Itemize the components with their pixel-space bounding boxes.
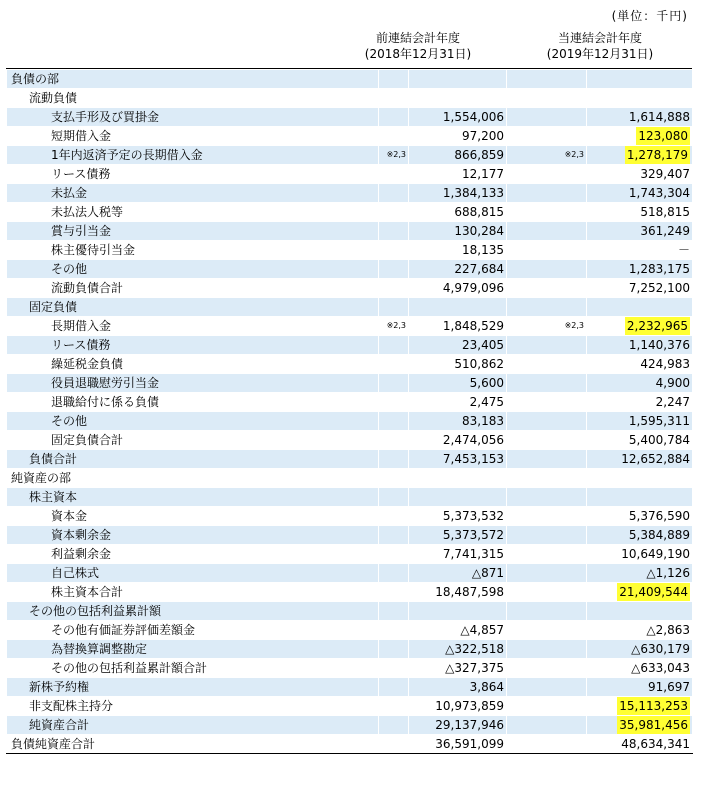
row-label: その他 xyxy=(7,412,379,431)
highlight-marker: 15,113,253 xyxy=(619,699,688,713)
table-row xyxy=(7,146,693,165)
row-label: 長期借入金 xyxy=(7,317,379,336)
value-prev-year: 3,864 xyxy=(409,678,507,697)
note-ref-curr xyxy=(507,469,587,488)
row-label: 流動負債合計 xyxy=(7,279,379,298)
value-curr-year-highlighted xyxy=(587,583,693,602)
row-label: 新株予約権 xyxy=(7,678,379,697)
note-ref-prev xyxy=(379,564,409,583)
value-prev-year: 18,487,598 xyxy=(409,583,507,602)
note-ref-prev xyxy=(379,621,409,640)
table-row xyxy=(7,260,693,279)
note-ref-prev xyxy=(379,545,409,564)
row-label: 流動負債 xyxy=(7,89,379,108)
row-label: 純資産の部 xyxy=(7,469,379,488)
value-prev-year xyxy=(409,488,507,507)
table-row xyxy=(7,127,693,146)
value-curr-year: 10,649,190 xyxy=(587,545,693,564)
value-curr-year: 518,815 xyxy=(587,203,693,222)
value-prev-year: 5,600 xyxy=(409,374,507,393)
table-row xyxy=(7,165,693,184)
note-ref-prev xyxy=(379,184,409,203)
note-ref-curr xyxy=(507,184,587,203)
note-ref-curr xyxy=(507,640,587,659)
subtotal-row xyxy=(7,659,693,678)
value-curr-year xyxy=(587,602,693,621)
note-ref-prev xyxy=(379,716,409,735)
note-ref-prev xyxy=(379,488,409,507)
value-curr-year: 1,743,304 xyxy=(587,184,693,203)
table-row xyxy=(7,507,693,526)
value-curr-year: 1,140,376 xyxy=(587,336,693,355)
row-label: その他有価証券評価差額金 xyxy=(7,621,379,640)
note-ref-prev xyxy=(379,89,409,108)
value-prev-year: 29,137,946 xyxy=(409,716,507,735)
row-label: 固定負債 xyxy=(7,298,379,317)
value-curr-year: 5,376,590 xyxy=(587,507,693,526)
row-label: 賞与引当金 xyxy=(7,222,379,241)
value-curr-year: 424,983 xyxy=(587,355,693,374)
grand-total-row xyxy=(7,735,693,754)
value-curr-year: 329,407 xyxy=(587,165,693,184)
table-row xyxy=(7,336,693,355)
value-prev-year: 83,183 xyxy=(409,412,507,431)
note-ref-prev xyxy=(379,469,409,488)
value-prev-year: 97,200 xyxy=(409,127,507,146)
value-prev-year: 510,862 xyxy=(409,355,507,374)
subtotal-row xyxy=(7,431,693,450)
column-header-curr-title: 当連結会計年度 xyxy=(557,31,642,45)
note-ref-prev xyxy=(379,222,409,241)
table-row xyxy=(7,355,693,374)
note-ref-curr xyxy=(507,70,587,89)
value-curr-year: 1,283,175 xyxy=(587,260,693,279)
note-ref-curr xyxy=(507,488,587,507)
row-label: 退職給付に係る負債 xyxy=(7,393,379,412)
note-ref-curr xyxy=(507,678,587,697)
row-label: 1年内返済予定の長期借入金 xyxy=(7,146,379,165)
note-ref-curr xyxy=(507,127,587,146)
row-label: 為替換算調整勘定 xyxy=(7,640,379,659)
value-prev-year: 5,373,572 xyxy=(409,526,507,545)
value-prev-year: 7,741,315 xyxy=(409,545,507,564)
value-prev-year: 7,453,153 xyxy=(409,450,507,469)
row-label: 非支配株主持分 xyxy=(7,697,379,716)
value-curr-year: △633,043 xyxy=(587,659,693,678)
table-row xyxy=(7,412,693,431)
value-curr-year xyxy=(587,488,693,507)
note-ref-prev xyxy=(379,697,409,716)
section-row xyxy=(7,70,693,89)
table-row xyxy=(7,678,693,697)
section-row xyxy=(7,488,693,507)
note-ref-curr xyxy=(507,241,587,260)
note-ref-curr: ※2,3 xyxy=(507,146,587,165)
note-ref-curr xyxy=(507,108,587,127)
column-header-curr-year xyxy=(540,30,660,66)
value-curr-year-highlighted xyxy=(587,127,693,146)
section-row xyxy=(7,602,693,621)
value-curr-year: 12,652,884 xyxy=(587,450,693,469)
table-row xyxy=(7,184,693,203)
table-row xyxy=(7,108,693,127)
table-row xyxy=(7,621,693,640)
note-ref-prev xyxy=(379,165,409,184)
value-curr-year xyxy=(587,298,693,317)
note-ref-prev xyxy=(379,602,409,621)
value-prev-year: 688,815 xyxy=(409,203,507,222)
row-label: 繰延税金負債 xyxy=(7,355,379,374)
note-ref-prev xyxy=(379,260,409,279)
note-ref-prev xyxy=(379,108,409,127)
value-prev-year: 36,591,099 xyxy=(409,735,507,754)
note-ref-prev xyxy=(379,640,409,659)
note-ref-prev xyxy=(379,279,409,298)
value-curr-year: 1,595,311 xyxy=(587,412,693,431)
note-ref-curr xyxy=(507,450,587,469)
note-ref-curr xyxy=(507,545,587,564)
column-header-prev-title: 前連結会計年度 xyxy=(375,31,460,45)
value-prev-year: △4,857 xyxy=(409,621,507,640)
value-curr-year: △1,126 xyxy=(587,564,693,583)
note-ref-prev xyxy=(379,659,409,678)
row-label: 株主優待引当金 xyxy=(7,241,379,260)
row-label: その他 xyxy=(7,260,379,279)
value-curr-year: 5,384,889 xyxy=(587,526,693,545)
value-prev-year: 2,475 xyxy=(409,393,507,412)
value-prev-year xyxy=(409,89,507,108)
column-header-prev-date: (2018年12月31日) xyxy=(364,47,472,61)
unit-label: (単位：千円) xyxy=(611,9,688,23)
highlight-marker: 123,080 xyxy=(638,129,688,143)
value-curr-year: △2,863 xyxy=(587,621,693,640)
column-header-prev-year xyxy=(358,30,478,66)
value-prev-year: 10,973,859 xyxy=(409,697,507,716)
row-label: その他の包括利益累計額 xyxy=(7,602,379,621)
note-ref-curr xyxy=(507,583,587,602)
row-label: 純資産合計 xyxy=(7,716,379,735)
table-row xyxy=(7,317,693,336)
note-ref-curr: ※2,3 xyxy=(507,317,587,336)
note-ref-prev xyxy=(379,507,409,526)
value-curr-year: 2,247 xyxy=(587,393,693,412)
row-label: 自己株式 xyxy=(7,564,379,583)
value-curr-year-highlighted xyxy=(587,716,693,735)
value-prev-year xyxy=(409,298,507,317)
table-row xyxy=(7,697,693,716)
table-row xyxy=(7,241,693,260)
note-ref-prev xyxy=(379,203,409,222)
section-row xyxy=(7,298,693,317)
note-ref-prev xyxy=(379,526,409,545)
section-row xyxy=(7,469,693,488)
subtotal-row xyxy=(7,716,693,735)
note-ref-prev: ※2,3 xyxy=(379,317,409,336)
note-ref-curr xyxy=(507,89,587,108)
note-ref-curr xyxy=(507,279,587,298)
note-ref-curr xyxy=(507,165,587,184)
note-ref-prev xyxy=(379,241,409,260)
value-curr-year: △630,179 xyxy=(587,640,693,659)
value-prev-year: 23,405 xyxy=(409,336,507,355)
row-label: 資本金 xyxy=(7,507,379,526)
value-prev-year xyxy=(409,469,507,488)
value-curr-year: 361,249 xyxy=(587,222,693,241)
highlight-marker: 2,232,965 xyxy=(626,319,688,333)
value-curr-year xyxy=(587,70,693,89)
row-label: リース債務 xyxy=(7,165,379,184)
value-prev-year: △327,375 xyxy=(409,659,507,678)
value-prev-year: 1,384,133 xyxy=(409,184,507,203)
column-header-curr-date: (2019年12月31日) xyxy=(546,47,654,61)
table-row xyxy=(7,393,693,412)
note-ref-curr xyxy=(507,374,587,393)
row-label: 利益剰余金 xyxy=(7,545,379,564)
note-ref-curr xyxy=(507,222,587,241)
subtotal-row xyxy=(7,583,693,602)
value-prev-year: 866,859 xyxy=(409,146,507,165)
note-ref-prev xyxy=(379,355,409,374)
value-prev-year: 130,284 xyxy=(409,222,507,241)
value-curr-year: 91,697 xyxy=(587,678,693,697)
note-ref-prev xyxy=(379,678,409,697)
note-ref-prev xyxy=(379,412,409,431)
value-prev-year: 12,177 xyxy=(409,165,507,184)
note-ref-prev: ※2,3 xyxy=(379,146,409,165)
row-label: 株主資本合計 xyxy=(7,583,379,602)
value-curr-year: 4,900 xyxy=(587,374,693,393)
note-ref-prev xyxy=(379,583,409,602)
balance-sheet-table xyxy=(6,69,693,754)
note-ref-curr xyxy=(507,659,587,678)
note-ref-curr xyxy=(507,336,587,355)
note-ref-prev xyxy=(379,336,409,355)
note-ref-curr xyxy=(507,203,587,222)
note-ref-curr xyxy=(507,697,587,716)
subtotal-row xyxy=(7,279,693,298)
note-ref-curr xyxy=(507,431,587,450)
section-row xyxy=(7,89,693,108)
highlight-marker: 1,278,179 xyxy=(626,148,688,162)
note-ref-prev xyxy=(379,431,409,450)
table-row xyxy=(7,222,693,241)
row-label: 役員退職慰労引当金 xyxy=(7,374,379,393)
row-label: 資本剰余金 xyxy=(7,526,379,545)
note-ref-prev xyxy=(379,393,409,412)
value-prev-year xyxy=(409,602,507,621)
note-ref-curr xyxy=(507,526,587,545)
table-row xyxy=(7,640,693,659)
value-prev-year: 5,373,532 xyxy=(409,507,507,526)
note-ref-curr xyxy=(507,621,587,640)
value-prev-year xyxy=(409,70,507,89)
row-label: 未払金 xyxy=(7,184,379,203)
value-curr-year-highlighted xyxy=(587,317,693,336)
row-label: 負債純資産合計 xyxy=(7,735,379,754)
table-row xyxy=(7,545,693,564)
value-prev-year: 1,848,529 xyxy=(409,317,507,336)
value-curr-year xyxy=(587,89,693,108)
note-ref-curr xyxy=(507,507,587,526)
row-label: 短期借入金 xyxy=(7,127,379,146)
note-ref-prev xyxy=(379,450,409,469)
table-row xyxy=(7,203,693,222)
row-label: 支払手形及び買掛金 xyxy=(7,108,379,127)
note-ref-prev xyxy=(379,374,409,393)
highlight-marker: 21,409,544 xyxy=(619,585,688,599)
value-prev-year: △322,518 xyxy=(409,640,507,659)
table-row xyxy=(7,564,693,583)
value-curr-year: － xyxy=(587,241,693,260)
value-curr-year-highlighted xyxy=(587,146,693,165)
value-prev-year: 4,979,096 xyxy=(409,279,507,298)
value-curr-year: 7,252,100 xyxy=(587,279,693,298)
value-prev-year: 18,135 xyxy=(409,241,507,260)
row-label: 未払法人税等 xyxy=(7,203,379,222)
value-prev-year: 1,554,006 xyxy=(409,108,507,127)
note-ref-curr xyxy=(507,298,587,317)
note-ref-curr xyxy=(507,735,587,754)
note-ref-curr xyxy=(507,355,587,374)
note-ref-curr xyxy=(507,260,587,279)
value-curr-year-highlighted xyxy=(587,697,693,716)
note-ref-prev xyxy=(379,298,409,317)
subtotal-row xyxy=(7,450,693,469)
row-label: 負債合計 xyxy=(7,450,379,469)
note-ref-curr xyxy=(507,393,587,412)
note-ref-curr xyxy=(507,564,587,583)
note-ref-prev xyxy=(379,70,409,89)
row-label: 株主資本 xyxy=(7,488,379,507)
table-row xyxy=(7,374,693,393)
balance-sheet-body xyxy=(7,70,693,754)
note-ref-prev xyxy=(379,735,409,754)
row-label: 固定負債合計 xyxy=(7,431,379,450)
note-ref-curr xyxy=(507,412,587,431)
value-prev-year: 227,684 xyxy=(409,260,507,279)
value-curr-year: 5,400,784 xyxy=(587,431,693,450)
row-label: その他の包括利益累計額合計 xyxy=(7,659,379,678)
row-label: 負債の部 xyxy=(7,70,379,89)
value-curr-year: 1,614,888 xyxy=(587,108,693,127)
value-curr-year: 48,634,341 xyxy=(587,735,693,754)
note-ref-curr xyxy=(507,602,587,621)
value-prev-year: △871 xyxy=(409,564,507,583)
note-ref-curr xyxy=(507,716,587,735)
note-ref-prev xyxy=(379,127,409,146)
row-label: リース債務 xyxy=(7,336,379,355)
highlight-marker: 35,981,456 xyxy=(619,718,688,732)
value-curr-year xyxy=(587,469,693,488)
table-row xyxy=(7,526,693,545)
value-prev-year: 2,474,056 xyxy=(409,431,507,450)
